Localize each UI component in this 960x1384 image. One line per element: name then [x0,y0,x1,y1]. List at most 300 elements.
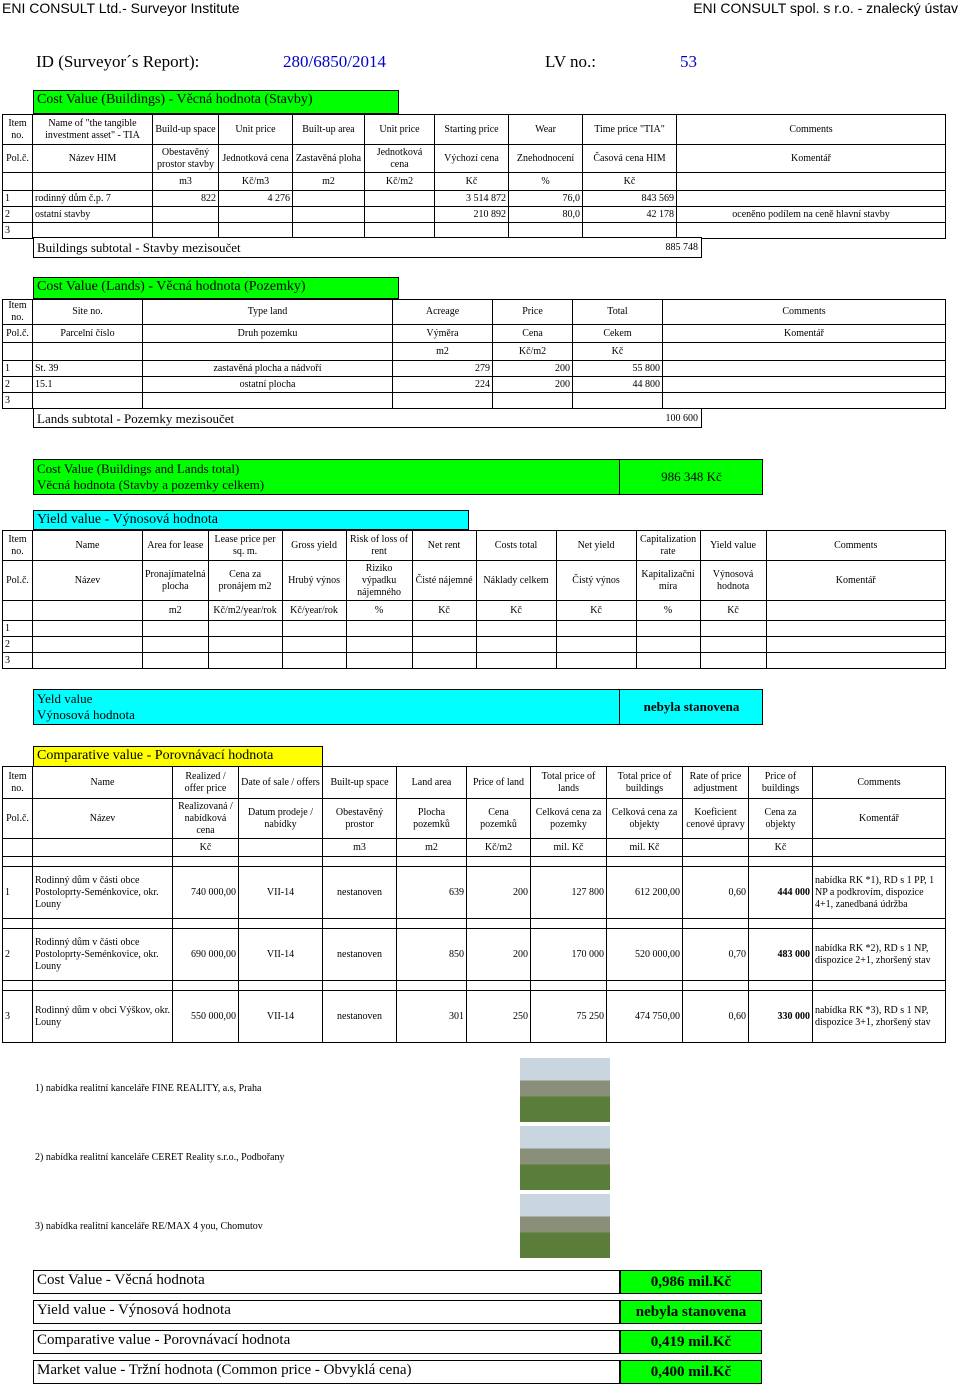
spacer-cell [3,981,33,991]
lands-row-cell [493,393,573,409]
total-value: 986 348 Kč [619,460,763,494]
yield-row-cell [143,653,209,669]
offer-note-2: 2) nabídka realitní kanceláře CERET Reality s.r.o., Podbořany [35,1152,285,1163]
lands-table [2,299,946,409]
comparative-head-cz-cell: Název [33,799,173,839]
lands-row-cell [663,393,946,409]
yield-head-en-cell: Capitalization rate [636,531,700,561]
comparative-units-cell [3,839,33,857]
yield-units-cell [3,601,33,621]
buildings-head-en-cell: Unit price [219,115,293,145]
yield-units-cell: % [346,601,412,621]
comparative-row-cell: 2 [3,929,33,981]
comparative-head-en-cell: Realized / offer price [173,767,239,799]
yield-row-cell [282,621,346,637]
lands-head-cz-cell: Pol.č. [3,325,33,343]
buildings-subtotal [33,237,702,258]
buildings-units-cell: Kč [435,173,509,191]
lands-title: Cost Value (Lands) - Věcná hodnota (Pozemky) [33,277,399,299]
yield-row-cell: 2 [3,637,33,653]
yield-head-cz-cell: Hrubý výnos [282,561,346,601]
buildings-head-cz-cell: Komentář [677,145,946,173]
lands-row-cell: 55 800 [573,361,663,377]
total-label-cz: Věcná hodnota (Stavby a pozemky celkem) [37,477,265,492]
comparative-row-cell: nestanoven [323,867,397,919]
comparative-head-cz-cell: Komentář [813,799,946,839]
buildings-row-cell: 3 [3,223,33,239]
yield-row-cell [636,621,700,637]
yield-result-value: nebyla stanovena [619,690,763,724]
yield-row-cell [412,637,476,653]
lands-units-cell [143,343,393,361]
spacer-cell [33,857,173,867]
lv-value: 53 [680,52,697,71]
lands-head-cz-cell: Komentář [663,325,946,343]
summary-label: Cost Value - Věcná hodnota [33,1270,620,1294]
yield-row-cell [476,653,556,669]
buildings-head-en-cell: Starting price [435,115,509,145]
lands-head-en-cell: Item no. [3,300,33,325]
lands-row-cell [33,393,143,409]
lands-subtotal-value: 100 600 [665,413,698,424]
yield-row-cell [766,621,945,637]
comparative-row-cell: Rodinný dům v obci Výškov, okr. Louny [33,991,173,1043]
comparative-row-cell: Rodinný dům v části obce Postoloprty-Seménkovice, okr. Louny [33,867,173,919]
yield-head-en [3,531,946,561]
lands-row-cell: 224 [393,377,493,393]
comparative-units-cell: mil. Kč [531,839,607,857]
lands-row-cell: St. 39 [33,361,143,377]
yield-head-cz [3,561,946,601]
yield-row-cell [766,637,945,653]
lands-row [3,393,946,409]
yield-head-en-cell: Yield value [700,531,766,561]
buildings-subtotal-label: Buildings subtotal - Stavby mezisoučet [37,240,241,255]
buildings-head-en-cell: Built-up area [293,115,365,145]
spacer-cell [397,919,467,929]
spacer-cell [3,857,33,867]
buildings-row-cell: 843 569 [583,191,677,207]
buildings-head-en-cell: Name of "the tangible investment asset" - TIA [33,115,153,145]
yield-head-cz-cell: Kapitalizační míra [636,561,700,601]
yield-head-en-cell: Net rent [412,531,476,561]
comparative-head-cz-cell: Realizovaná / nabídková cena [173,799,239,839]
spacer-cell [467,857,531,867]
buildings-title: Cost Value (Buildings) - Věcná hodnota (Stavby) [33,90,399,114]
spacer-cell [531,919,607,929]
comparative-title: Comparative value - Porovnávací hodnota [33,746,323,768]
yield-head-en-cell: Area for lease [143,531,209,561]
yield-row-cell [282,637,346,653]
yield-row-cell [476,637,556,653]
yield-units-cell: Kč/year/rok [282,601,346,621]
yield-row-cell [412,653,476,669]
spacer-cell [239,919,323,929]
comparative-row-cell: 639 [397,867,467,919]
comparative-head-en-cell: Date of sale / offers [239,767,323,799]
comparative-head-cz-cell: Pol.č. [3,799,33,839]
buildings-head-cz-cell: Časová cena HIM [583,145,677,173]
lands-row-cell: zastavěná plocha a nádvoří [143,361,393,377]
spacer-cell [531,857,607,867]
comparative-row-cell: 330 000 [749,991,813,1043]
comparative-units-cell: mil. Kč [607,839,683,857]
buildings-head-cz-cell: Název HIM [33,145,153,173]
lands-head-en-cell: Comments [663,300,946,325]
offer-note-1: 1) nabídka realitní kanceláře FINE REALITY, a.s, Praha [35,1083,262,1094]
comparative-head-cz-cell: Cena za objekty [749,799,813,839]
buildings-row-cell [677,223,946,239]
comparative-units-cell: m3 [323,839,397,857]
comparative-table [2,766,946,1043]
spacer-cell [33,981,173,991]
yield-result-label-en: Yeld value [37,691,93,706]
summary-label: Comparative value - Porovnávací hodnota [33,1330,620,1354]
spacer-cell [3,919,33,929]
offer-photo-2 [520,1126,610,1190]
yield-row-cell [208,637,282,653]
comparative-row-cell: nestanoven [323,991,397,1043]
buildings-head-cz [3,145,946,173]
yield-head-en-cell: Costs total [476,531,556,561]
buildings-units [3,173,946,191]
buildings-row-cell: 1 [3,191,33,207]
comparative-head-cz-cell: Celková cena za pozemky [531,799,607,839]
comparative-row-cell: 850 [397,929,467,981]
yield-row-cell [143,621,209,637]
lands-row [3,361,946,377]
buildings-row-cell [293,191,365,207]
spacer-cell [467,919,531,929]
buildings-subtotal-value: 885 748 [665,242,698,253]
comparative-head-cz-cell: Celková cena za objekty [607,799,683,839]
yield-head-cz-cell: Riziko výpadku nájemného [346,561,412,601]
spacer-cell [173,981,239,991]
comparative-head-cz-cell: Datum prodeje / nabídky [239,799,323,839]
yield-row-cell [346,621,412,637]
buildings-row-cell: 76,0 [509,191,583,207]
comparative-head-cz [3,799,946,839]
lands-head-cz-cell: Cekem [573,325,663,343]
yield-head-cz-cell: Cena za pronájem m2 [208,561,282,601]
comparative-row-cell: 520 000,00 [607,929,683,981]
yield-row-cell [346,637,412,653]
spacer-row [3,919,946,929]
lands-row-cell: 1 [3,361,33,377]
comparative-row-cell: 3 [3,991,33,1043]
total-box [33,459,763,495]
spacer-cell [323,981,397,991]
spacer-cell [607,919,683,929]
comparative-row-cell: nabídka RK *2), RD s 1 NP, dispozice 2+1, zhoršený stav [813,929,946,981]
lands-row-cell: 2 [3,377,33,393]
comparative-row-cell: 612 200,00 [607,867,683,919]
comparative-row-cell: 170 000 [531,929,607,981]
buildings-table [2,114,946,239]
lands-row-cell: 200 [493,377,573,393]
yield-head-cz-cell: Výnosová hodnota [700,561,766,601]
comparative-head-cz-cell: Koeficient cenové úpravy [683,799,749,839]
buildings-head-cz-cell: Zastavěná ploha [293,145,365,173]
lands-units-cell: Kč/m2 [493,343,573,361]
comparative-row-cell: 200 [467,929,531,981]
comparative-units-cell: Kč [173,839,239,857]
comparative-row-cell: VII-14 [239,867,323,919]
comparative-head-en-cell: Name [33,767,173,799]
yield-head-cz-cell: Pol.č. [3,561,33,601]
lands-row-cell [663,377,946,393]
yield-head-en-cell: Comments [766,531,945,561]
spacer-cell [323,857,397,867]
summary-label: Market value - Tržní hodnota (Common price - Obvyklá cena) [33,1360,620,1384]
comparative-head-cz-cell: Obestavěný prostor [323,799,397,839]
lands-head-cz-cell: Druh pozemku [143,325,393,343]
yield-units-cell: m2 [143,601,209,621]
yield-head-en-cell: Net yield [556,531,636,561]
comparative-head-en-cell: Price of land [467,767,531,799]
comparative-row-cell: 474 750,00 [607,991,683,1043]
spacer-cell [239,981,323,991]
buildings-head-en-cell: Comments [677,115,946,145]
lands-subtotal-label: Lands subtotal - Pozemky mezisoučet [37,411,235,426]
comparative-row-cell: nabídka RK *1), RD s 1 PP, 1 NP a podkrovím, dispozice 4+1, zanedbaná údržba [813,867,946,919]
spacer-cell [813,919,946,929]
buildings-row-cell [677,191,946,207]
summary-value: 0,400 mil.Kč [620,1360,762,1384]
comparative-head-en-cell: Built-up space [323,767,397,799]
lands-head-en [3,300,946,325]
yield-result [33,689,763,725]
yield-row-cell [636,653,700,669]
report-id-label: ID (Surveyor´s Report): [36,52,200,71]
lands-row-cell: 200 [493,361,573,377]
yield-row-cell [33,621,143,637]
comparative-head-en-cell: Land area [397,767,467,799]
buildings-head-cz-cell: Jednotková cena [365,145,435,173]
lands-head-cz-cell: Cena [493,325,573,343]
spacer-cell [683,857,749,867]
yield-row [3,621,946,637]
comparative-units-cell [33,839,173,857]
lands-units-cell: Kč [573,343,663,361]
yield-row-cell [33,653,143,669]
yield-row [3,653,946,669]
comparative-row-cell: nabídka RK *3), RD s 1 NP, dispozice 3+1, zhoršený stav [813,991,946,1043]
lands-row-cell: 3 [3,393,33,409]
comparative-row-cell: 250 [467,991,531,1043]
spacer-row [3,981,946,991]
spacer-cell [239,857,323,867]
comparative-units-cell [813,839,946,857]
comparative-row-cell: 127 800 [531,867,607,919]
comparative-units-cell: Kč [749,839,813,857]
yield-units-cell: Kč [556,601,636,621]
comparative-row-cell: 0,60 [683,991,749,1043]
comparative-head-en-cell: Comments [813,767,946,799]
lands-row-cell [573,393,663,409]
yield-head-cz-cell: Náklady celkem [476,561,556,601]
yield-row-cell [636,637,700,653]
lands-head-en-cell: Acreage [393,300,493,325]
buildings-row [3,207,946,223]
lands-head-cz-cell: Parcelní číslo [33,325,143,343]
yield-row-cell [556,653,636,669]
yield-head-en-cell: Item no. [3,531,33,561]
comparative-row-cell: 200 [467,867,531,919]
lands-row-cell: ostatní plocha [143,377,393,393]
yield-row-cell [208,621,282,637]
yield-row-cell [556,621,636,637]
lands-head-en-cell: Type land [143,300,393,325]
summary-value: 0,419 mil.Kč [620,1330,762,1354]
yield-units-cell: Kč [412,601,476,621]
buildings-head-cz-cell: Pol.č. [3,145,33,173]
comparative-row-cell: 1 [3,867,33,919]
buildings-units-cell: Kč/m3 [219,173,293,191]
spacer-cell [531,981,607,991]
spacer-cell [397,857,467,867]
yield-units-cell [33,601,143,621]
yield-row-cell [346,653,412,669]
comparative-head-cz-cell: Plocha pozemků [397,799,467,839]
yield-row-cell [208,653,282,669]
yield-row-cell [282,653,346,669]
lands-row-cell: 279 [393,361,493,377]
yield-head-cz-cell: Pronajímatelná plocha [143,561,209,601]
offer-photo-3 [520,1194,610,1258]
buildings-head-en [3,115,946,145]
spacer-row [3,857,946,867]
yield-units-cell: % [636,601,700,621]
comparative-row-cell: Rodinný dům v části obce Postoloprty-Seménkovice, okr. Louny [33,929,173,981]
buildings-row-cell: 822 [153,191,219,207]
buildings-units-cell [677,173,946,191]
yield-units-cell: Kč/m2/year/rok [208,601,282,621]
lands-head-cz-cell: Výměra [393,325,493,343]
buildings-row-cell [153,207,219,223]
lands-units-cell [33,343,143,361]
comparative-row-cell: 75 250 [531,991,607,1043]
comparative-row [3,991,946,1043]
yield-units-cell: Kč [700,601,766,621]
buildings-row-cell: 80,0 [509,207,583,223]
yield-row-cell [143,637,209,653]
comparative-head-en-cell: Price of buildings [749,767,813,799]
report-id-value: 280/6850/2014 [283,52,386,71]
yield-row-cell [700,637,766,653]
spacer-cell [683,919,749,929]
lands-row-cell [663,361,946,377]
yield-title: Yield value - Výnosová hodnota [33,510,469,530]
yield-table [2,530,946,669]
yield-row-cell [700,621,766,637]
comparative-row-cell: 550 000,00 [173,991,239,1043]
buildings-head-en-cell: Unit price [365,115,435,145]
spacer-cell [173,919,239,929]
lands-row-cell [143,393,393,409]
buildings-units-cell [3,173,33,191]
comparative-row-cell: VII-14 [239,929,323,981]
buildings-head-en-cell: Time price "TIA" [583,115,677,145]
buildings-row-cell: 2 [3,207,33,223]
spacer-cell [323,919,397,929]
spacer-cell [683,981,749,991]
comparative-units-cell [683,839,749,857]
summary-value: nebyla stanovena [620,1300,762,1324]
yield-head-en-cell: Gross yield [282,531,346,561]
buildings-units-cell: Kč/m2 [365,173,435,191]
buildings-row-cell: ostatní stavby [33,207,153,223]
spacer-cell [467,981,531,991]
comparative-units [3,839,946,857]
buildings-row-cell [219,207,293,223]
comparative-head-en [3,767,946,799]
comparative-units-cell [239,839,323,857]
lands-units-cell: m2 [393,343,493,361]
comparative-head-cz-cell: Cena pozemků [467,799,531,839]
buildings-head-en-cell: Wear [509,115,583,145]
header-right: ENI CONSULT spol. s r.o. - znalecký ústav [693,0,958,16]
spacer-cell [749,857,813,867]
buildings-units-cell [33,173,153,191]
yield-row-cell [766,653,945,669]
buildings-row-cell: oceněno podílem na ceně hlavní stavby [677,207,946,223]
spacer-cell [397,981,467,991]
buildings-row-cell: 4 276 [219,191,293,207]
buildings-row-cell: rodinný dům č.p. 7 [33,191,153,207]
lands-row-cell: 44 800 [573,377,663,393]
buildings-row-cell [293,207,365,223]
comparative-row-cell: VII-14 [239,991,323,1043]
buildings-row-cell [365,191,435,207]
spacer-cell [607,981,683,991]
comparative-row-cell: 690 000,00 [173,929,239,981]
buildings-head-en-cell: Build-up space [153,115,219,145]
yield-head-cz-cell: Název [33,561,143,601]
spacer-cell [607,857,683,867]
lands-row [3,377,946,393]
spacer-cell [813,857,946,867]
yield-units-cell: Kč [476,601,556,621]
comparative-row-cell: 444 000 [749,867,813,919]
buildings-units-cell: Kč [583,173,677,191]
lands-row-cell [393,393,493,409]
buildings-head-cz-cell: Znehodnocení [509,145,583,173]
offer-photo-1 [520,1058,610,1122]
yield-row [3,637,946,653]
yield-head-cz-cell: Čistý výnos [556,561,636,601]
buildings-head-cz-cell: Obestavěný prostor stavby [153,145,219,173]
yield-units-cell [766,601,945,621]
comparative-head-en-cell: Rate of price adjustment [683,767,749,799]
yield-row-cell [476,621,556,637]
comparative-head-en-cell: Total price of buildings [607,767,683,799]
yield-head-en-cell: Name [33,531,143,561]
spacer-cell [813,981,946,991]
spacer-cell [33,919,173,929]
lands-subtotal [33,408,702,428]
comparative-units-cell: Kč/m2 [467,839,531,857]
comparative-head-en-cell: Total price of lands [531,767,607,799]
buildings-head-en-cell: Item no. [3,115,33,145]
lands-head-en-cell: Price [493,300,573,325]
lands-units-cell [663,343,946,361]
summary-value: 0,986 mil.Kč [620,1270,762,1294]
buildings-row-cell: 42 178 [583,207,677,223]
comparative-row-cell: nestanoven [323,929,397,981]
buildings-row-cell: 210 892 [435,207,509,223]
lands-units-cell [3,343,33,361]
